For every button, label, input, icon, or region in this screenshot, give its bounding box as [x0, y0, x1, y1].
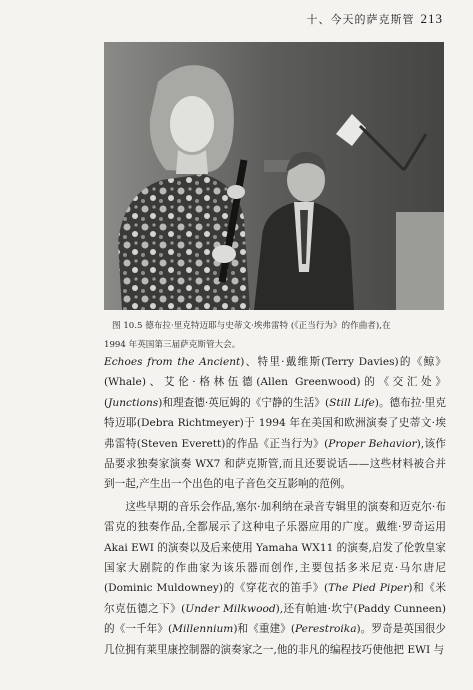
work-title-latin: Junctions	[108, 396, 159, 409]
body-run: )、特里·戴维斯(Terry Davies)的《鲸》(Whale)、艾伦·格林伍德(Allen Greenwood)的《交汇处》(	[104, 356, 446, 409]
body-run: )。德布拉·里克特迈耶(Debra Richtmeyer)于 1994 年在美国和欧洲演奏了史蒂文·埃弗雷特(Steven Everett)的作品《正当行为》(	[104, 396, 446, 450]
chapter-title: 十、今天的萨克斯管	[306, 13, 415, 26]
caption-line-2: 1994 年英国第三届萨克斯管大会。	[104, 340, 241, 350]
body-run: )。罗奇是英国很少几位拥有莱里康控制器的演奏家之一,他的非凡的编程技巧使他把 EWI 与	[104, 623, 447, 656]
running-head	[307, 11, 444, 27]
body-run: )和理查德·英厄姆的《宁静的生活》(	[158, 396, 330, 409]
work-title-latin: Proper Behavior	[328, 437, 417, 450]
body-run: ),还有帕迪·坎宁(Paddy Cunneen)的《一千年》(	[104, 602, 446, 636]
body-text	[104, 352, 446, 660]
figure-photo	[104, 42, 444, 310]
figure-caption	[104, 317, 449, 355]
work-title-latin: The Pied Piper	[328, 582, 409, 595]
photo-illustration	[104, 42, 444, 310]
body-run: )和《重建》(	[233, 623, 296, 636]
paragraph-2	[104, 497, 446, 660]
caption-line-1: 图 10.5 德布拉·里克特迈耶与史蒂文·埃弗雷特 (《正当行为》的作曲者),在	[112, 321, 391, 331]
work-title-latin: Still Life	[329, 396, 375, 409]
woman-face	[170, 96, 214, 152]
body-run: )和《米尔克伍德之下》(	[104, 582, 447, 615]
work-title-latin: Under Milkwood	[185, 602, 276, 615]
work-title-latin: Perestroika	[295, 623, 357, 636]
body-run: ),该作品要求独奏家演奏 WX7 和萨克斯管,而且还要说话——这些材料被合并到一起,产生出一个出色的电子音色交互影响的范例。	[104, 437, 446, 491]
page-number: 213	[420, 11, 443, 26]
body-run: 这些早期的音乐会作品,塞尔·加利纳在录音专辑里的演奏和迈克尔·布雷克的独奏作品,全都展示了这种电子乐器应用的广度。戴维·罗奇运用 Akai EWI 的演奏以及后来使用 Yamaha WX11 的演奏,启发了伦敦皇家国家大剧院的作曲家为该乐器而创作,主要包括多米尼克·马尔唐尼(Dominic Muldowney)的《穿花衣的笛手》(	[104, 500, 446, 595]
paragraph-1	[104, 352, 446, 495]
work-title-latin: Millennium	[172, 623, 234, 636]
work-title-latin: Echoes from the Ancient	[104, 356, 241, 368]
